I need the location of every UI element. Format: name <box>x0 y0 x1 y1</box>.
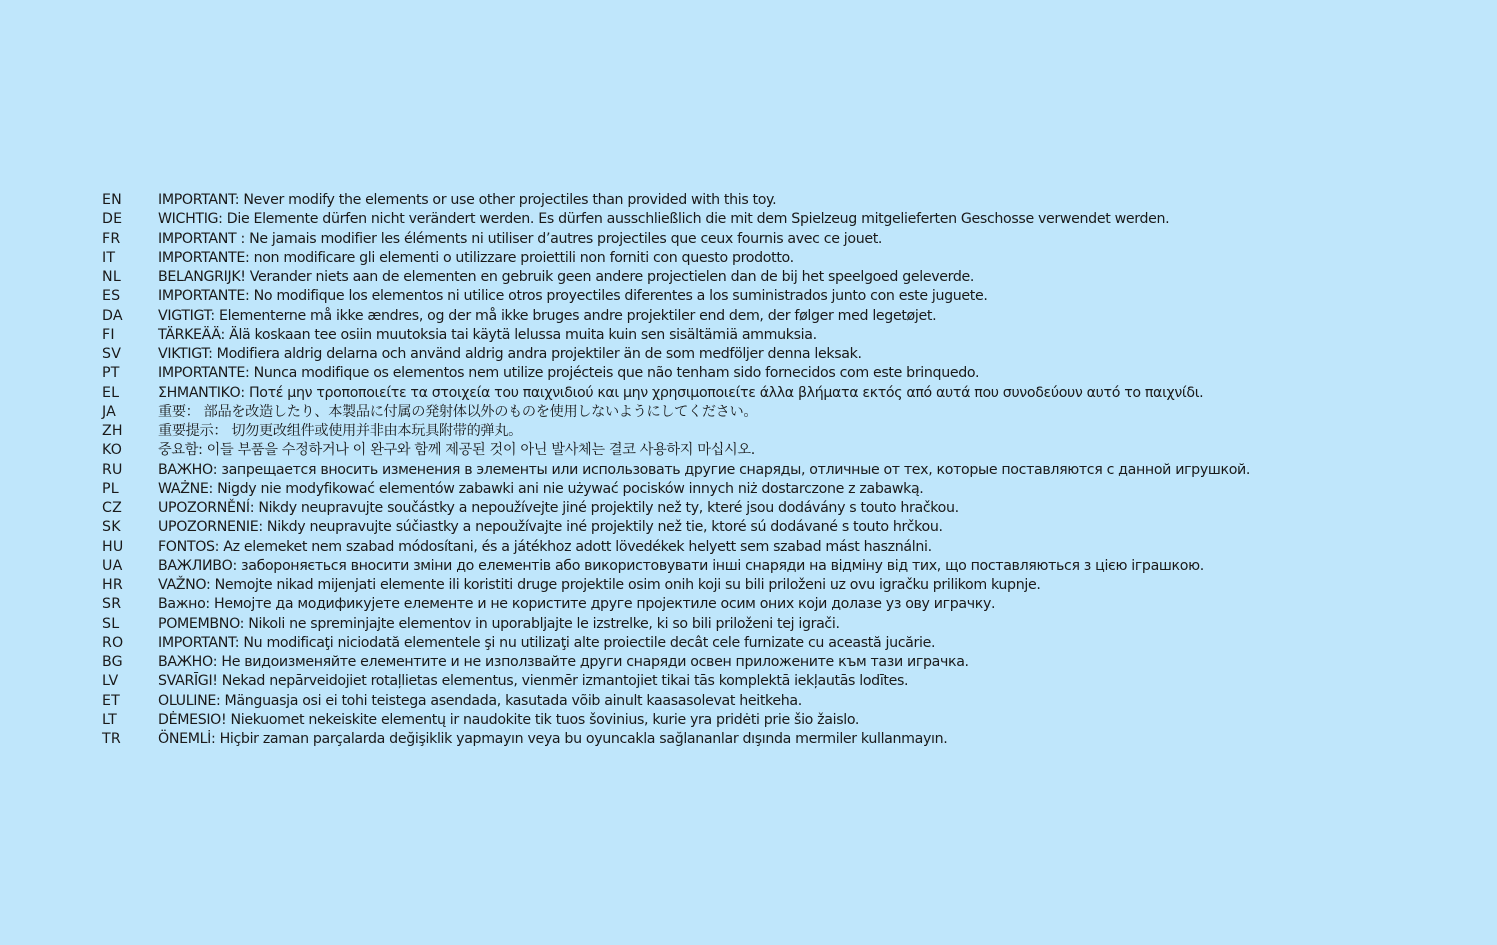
warning-row-bg <box>102 653 1492 672</box>
language-code: ET <box>102 692 121 709</box>
warning-text: ВАЖНО: Не видоизменяйте елементите и не използвайте други снаряди освен приложените към тази играчка. <box>158 654 969 670</box>
warning-text: IMPORTANT: Never modify the elements or use other projectiles than provided with this toy. <box>158 192 777 208</box>
warning-row-ja <box>102 403 1492 422</box>
warning-text: ВАЖНО: запрещается вносить изменения в элементы или использовать другие снаряды, отличные от тех, которые поставляются с данной игрушкой. <box>158 461 1251 478</box>
warning-row-ro <box>102 634 1492 653</box>
warning-row-zh <box>102 422 1492 441</box>
warning-row-sk <box>102 518 1492 537</box>
language-code: HR <box>102 577 123 593</box>
warning-text: BELANGRIJK! Verander niets aan de elementen en gebruik geen andere projectielen dan de bij het speelgoed geleverde. <box>158 269 975 285</box>
warning-row-sr <box>102 595 1492 614</box>
warning-text: FONTOS: Az elemeket nem szabad módosítani, és a játékhoz adott lövedékek helyett sem szabad mást használni. <box>158 538 932 555</box>
language-code: LT <box>102 711 118 728</box>
warning-row-lt <box>102 711 1492 730</box>
warning-row-ua <box>102 557 1492 576</box>
warning-row-fr <box>102 230 1492 249</box>
warning-row-es <box>102 287 1492 306</box>
warning-text: SVARĪGI! Nekad nepārveidojiet rotaļlietas elementus, vienmēr izmantojiet tikai tās komplektā iekļautās lodītes. <box>158 673 909 690</box>
warning-text: POMEMBNO: Nikoli ne spreminjajte elementov in uporabljajte le izstrelke, ki so bili priloženi tej igrači. <box>158 615 840 632</box>
language-code: KO <box>102 442 123 459</box>
warning-text: Важно: Немојте да модификујете елементе и не користите друге пројектиле осим оних који долазе уз ову играчку. <box>158 596 996 613</box>
warning-text: WAŻNE: Nigdy nie modyfikować elementów zabawki ani nie używać pocisków innych niż dostarczone z zabawką. <box>158 480 924 497</box>
warning-text: ÖNEMLİ: Hiçbir zaman parçalarda değişiklik yapmayın veya bu oyuncakla sağlananlar dışında mermiler kullanmayın. <box>158 731 948 747</box>
language-code: FI <box>102 326 115 343</box>
language-code: RO <box>102 634 124 651</box>
language-code: IT <box>102 249 116 266</box>
language-code: NL <box>102 269 121 285</box>
warning-row-fi <box>102 326 1492 345</box>
warning-text: 重要提示： 切勿更改组件或使用并非由本玩具附带的弹丸。 <box>158 423 522 439</box>
warning-row-el <box>102 384 1492 403</box>
language-code: DA <box>102 307 123 324</box>
multilingual-warning-list <box>102 191 1492 749</box>
warning-row-et <box>102 692 1492 711</box>
warning-text: 重要： 部品を改造したり、本製品に付属の発射体以外のものを使用しないようにしてください。 <box>158 403 758 420</box>
warning-text: WICHTIG: Die Elemente dürfen nicht verändert werden. Es dürfen ausschließlich die mit dem Spielzeug mitgelieferten Geschosse verwendet werden. <box>158 211 1170 228</box>
warning-row-ru <box>102 461 1492 480</box>
warning-row-pt <box>102 364 1492 383</box>
warning-text: ΣΗΜΑΝΤΙΚΟ: Ποτέ μην τροποποιείτε τα στοιχεία του παιχνιδιού και μην χρησιμοποιείτε άλλα βλήματα εκτός από αυτά που συνοδεύουν αυτό το παιχνίδι. <box>158 384 1204 401</box>
language-code: DE <box>102 211 123 228</box>
language-code: SK <box>102 519 121 536</box>
warning-text: IMPORTANTE: No modifique los elementos ni utilice otros proyectiles diferentes a los suministrados junto con este juguete. <box>158 288 988 305</box>
language-code: SL <box>102 615 120 632</box>
warning-row-tr <box>102 730 1492 749</box>
warning-row-en <box>102 191 1492 210</box>
warning-row-it <box>102 249 1492 268</box>
warning-row-de <box>102 210 1492 229</box>
language-code: TR <box>102 731 121 747</box>
language-code: RU <box>102 461 123 478</box>
warning-text: OLULINE: Mänguasja osi ei tohi teistega asendada, kasutada võib ainult kaasasolevat heitkeha. <box>158 692 802 709</box>
warning-row-pl <box>102 480 1492 499</box>
warning-row-hr <box>102 576 1492 595</box>
warning-row-nl <box>102 268 1492 287</box>
warning-row-ko <box>102 441 1492 460</box>
warning-text: DĖMESIO! Niekuomet nekeiskite elementų ir naudokite tik tuos šovinius, kurie yra pridėti prie šio žaislo. <box>158 711 860 728</box>
language-code: SV <box>102 346 122 362</box>
warning-text: UPOZORNENIE: Nikdy neupravujte súčiastky a nepoužívajte iné projektily než tie, ktoré sú dodávané s touto hrčkou. <box>158 519 943 536</box>
warning-row-da <box>102 307 1492 326</box>
language-code: FR <box>102 230 121 247</box>
language-code: HU <box>102 538 124 555</box>
warning-text: IMPORTANT: Nu modificaţi niciodată elementele şi nu utilizaţi alte proiectile decât cele furnizate cu această jucărie. <box>158 634 936 651</box>
language-code: EL <box>102 384 120 401</box>
warning-text: TÄRKEÄÄ: Älä koskaan tee osiin muutoksia tai käytä lelussa muita kuin sen sisältämiä ammuksia. <box>158 326 817 343</box>
warning-text: VAŽNO: Nemojte nikad mijenjati elemente ili koristiti druge projektile osim onih koji su bili priloženi uz ovu igračku prilikom kupnje. <box>158 577 1041 593</box>
warning-text: IMPORTANTE: Nunca modifique os elementos nem utilize projécteis que não tenham sido fornecidos com este brinquedo. <box>158 365 980 382</box>
language-code: SR <box>102 596 122 613</box>
warning-row-cz <box>102 499 1492 518</box>
warning-text: ВАЖЛИВО: забороняється вносити зміни до елементів або використовувати інші снаряди на відміну від тих, що поставляються з цією іграшкою. <box>158 557 1204 574</box>
language-code: UA <box>102 557 123 574</box>
warning-text: VIKTIGT: Modifiera aldrig delarna och använd aldrig andra projektiler än de som medföljer denna leksak. <box>158 346 862 362</box>
language-code: LV <box>102 673 119 690</box>
language-code: ZH <box>102 423 123 439</box>
language-code: BG <box>102 654 123 670</box>
warning-row-sl <box>102 615 1492 634</box>
warning-text: IMPORTANT : Ne jamais modifier les éléments ni utiliser d’autres projectiles que ceux fournis avec ce jouet. <box>158 230 883 247</box>
warning-text: UPOZORNĚNÍ: Nikdy neupravujte součástky a nepoužívejte jiné projektily než ty, které jsou dodávány s touto hračkou. <box>158 500 959 516</box>
language-code: PL <box>102 480 119 497</box>
language-code: EN <box>102 192 122 208</box>
language-code: PT <box>102 365 120 382</box>
warning-row-hu <box>102 538 1492 557</box>
warning-row-lv <box>102 672 1492 691</box>
language-code: JA <box>102 403 117 420</box>
warning-row-sv <box>102 345 1492 364</box>
warning-text: 중요함: 이들 부품을 수정하거나 이 완구와 함께 제공된 것이 아닌 발사체는 결코 사용하지 마십시오. <box>158 442 755 459</box>
warning-text: IMPORTANTE: non modificare gli elementi o utilizzare proiettili non forniti con questo prodotto. <box>158 249 794 266</box>
language-code: CZ <box>102 500 123 516</box>
warning-text: VIGTIGT: Elementerne må ikke ændres, og der må ikke bruges andre projektiler end dem, der følger med legetøjet. <box>158 307 937 324</box>
language-code: ES <box>102 288 121 305</box>
